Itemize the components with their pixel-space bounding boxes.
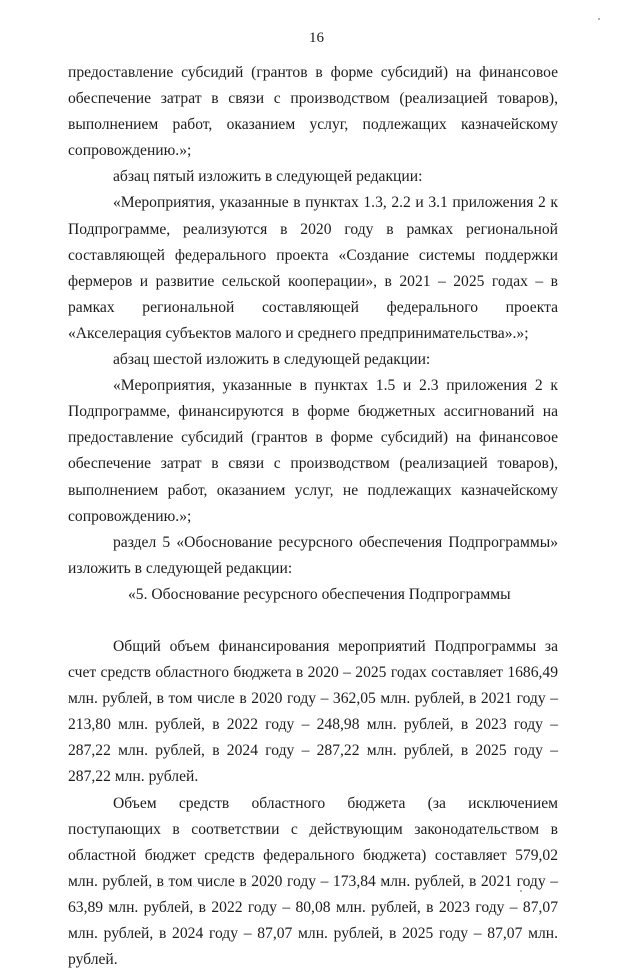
paragraph-regional-budget: Объем средств областного бюджета (за исключением поступающих в соответствии с действующим законодательством в областной бюджет средств федерального бюджета) составляет 579,02 млн. рублей, в том числе в 2020 году – 173,84 млн. рублей, в 2021 году – 63,89 млн. рублей, в 2022 году – 80,08 млн. рублей, в 2023 году – 87,07 млн. рублей, в 2024 году – 87,07 млн. рублей, в 2025 году – 87,07 млн. рублей. <box>68 794 558 969</box>
section-5-heading: «5. Обоснование ресурсного обеспечения Подпрограммы <box>128 585 511 603</box>
scan-speck <box>598 18 600 20</box>
paragraph-amend-sixth: абзац шестой изложить в следующей редакции: <box>113 351 431 369</box>
document-body <box>68 60 558 973</box>
scan-speck <box>520 890 522 892</box>
page-number: 16 <box>309 30 324 46</box>
paragraph-measures-1-5: «Мероприятия, указанные в пунктах 1.5 и 2.3 приложения 2 к Подпрограмме, финансируются в форме бюджетных ассигнований на предоставление субсидий (грантов в форме субсидий) на финансовое обеспечение затрат в связи с производством (реализацией товаров), выполнением работ, оказанием услуг, не подлежащих казначейскому сопровождению.»; <box>68 377 558 525</box>
paragraph-amend-fifth: абзац пятый изложить в следующей редакции: <box>113 168 423 186</box>
scan-noise <box>150 886 290 893</box>
paragraph-section-5-intro: раздел 5 «Обоснование ресурсного обеспечения Подпрограммы» изложить в следующей редакции: <box>68 533 558 577</box>
paragraph-measures-1-3: «Мероприятия, указанные в пунктах 1.3, 2.2 и 3.1 приложения 2 к Подпрограмме, реализуются в 2020 году в рамках региональной составляющей федерального проекта «Создание системы поддержки фермеров и развитие сельской кооперации», в 2021 – 2025 годах – в рамках региональной составляющей федерального проекта «Акселерация субъектов малого и среднего предпринимательства».»; <box>68 194 558 342</box>
paragraph-total-funding: Общий объем финансирования мероприятий Подпрограммы за счет средств областного бюджета в 2020 – 2025 годах составляет 1686,49 млн. рублей, в том числе в 2020 году – 362,05 млн. рублей, в 2021 году – 213,80 млн. рублей, в 2022 году – 248,98 млн. рублей, в 2023 году – 287,22 млн. рублей, в 2024 году – 287,22 млн. рублей, в 2025 году – 287,22 млн. рублей. <box>68 637 558 786</box>
paragraph-subsidy-continuation: предоставление субсидий (грантов в форме субсидий) на финансовое обеспечение затрат в связи с производством (реализацией товаров), выполнением работ, оказанием услуг, подлежащих казначейскому сопровождению.»; <box>68 64 558 160</box>
